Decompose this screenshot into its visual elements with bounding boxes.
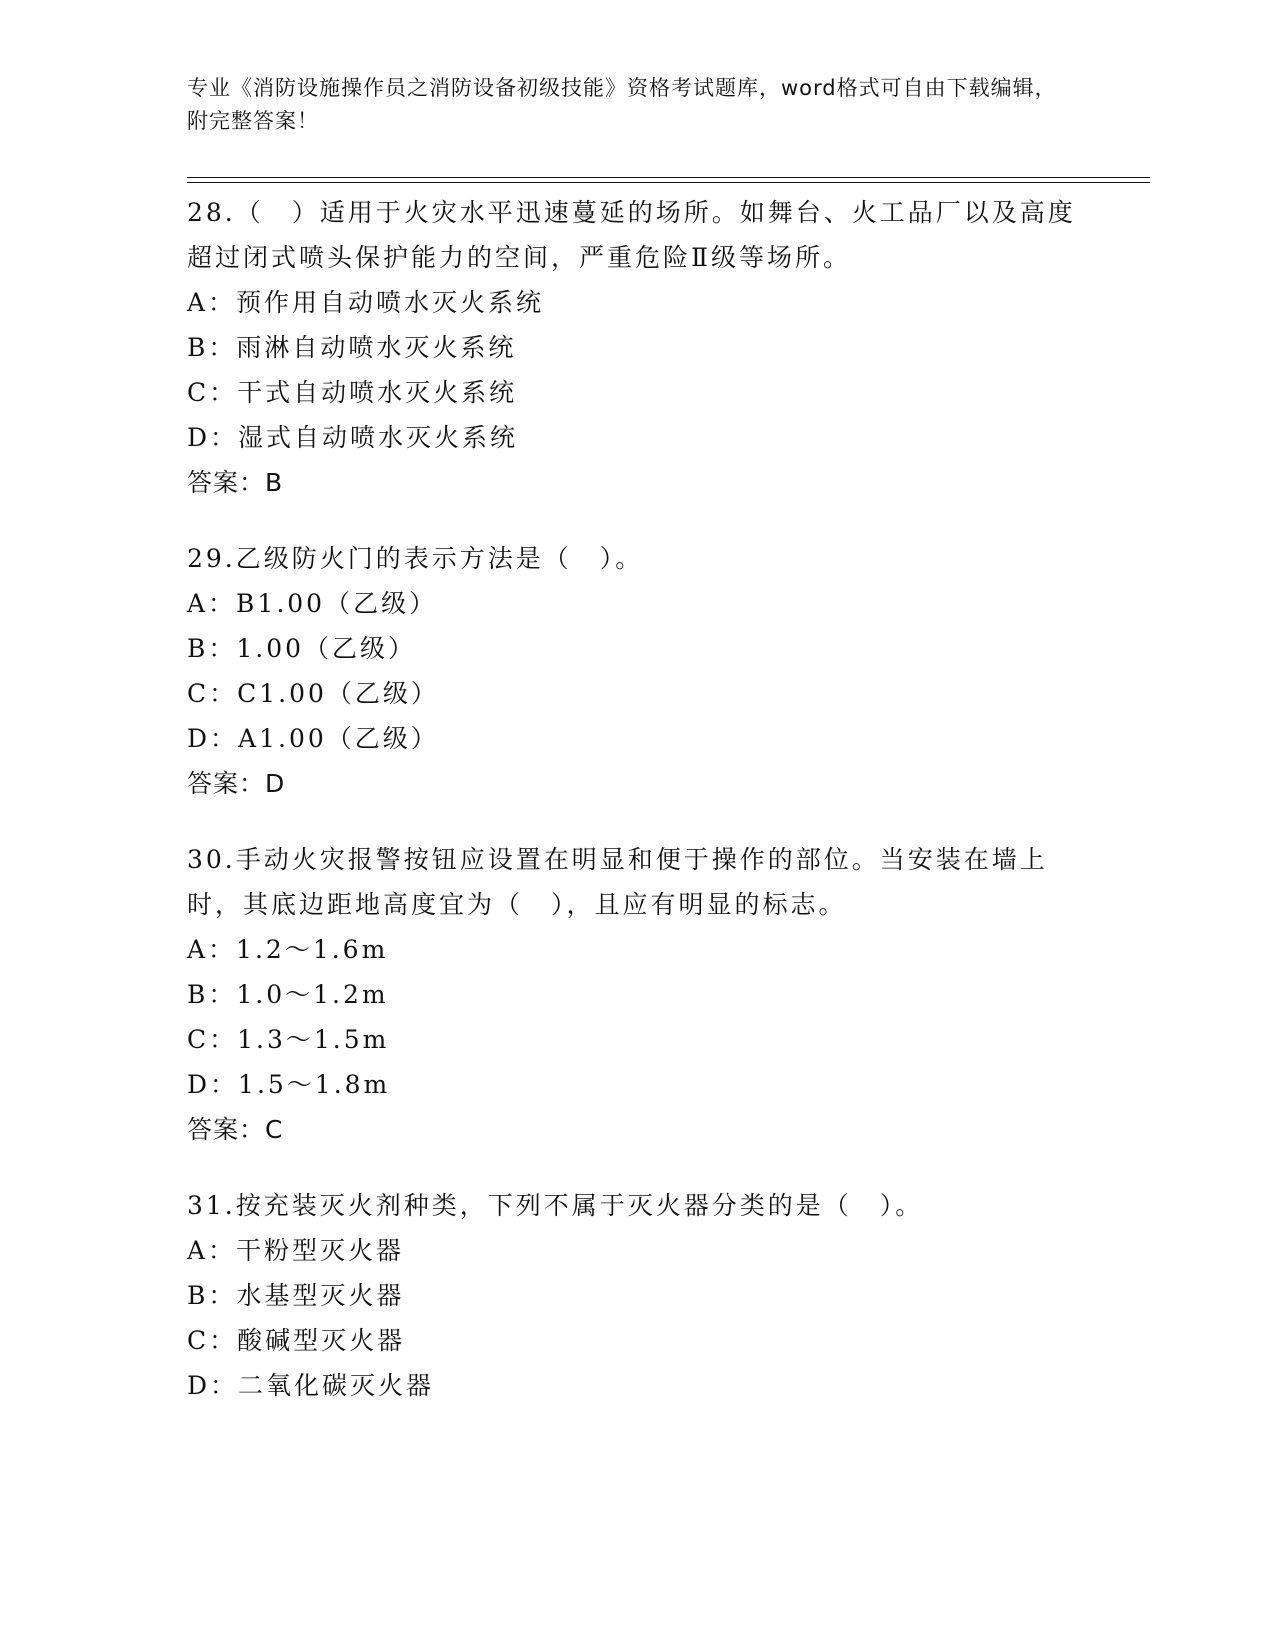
question-stem: 28.（ ）适用于火灾水平迅速蔓延的场所。如舞台、火工品厂以及高度超过闭式喷头保护能力的空间，严重危险Ⅱ级等场所。 <box>187 198 1076 272</box>
question-30 <box>187 837 1087 1152</box>
option-c: C：干式自动喷水灭火系统 <box>187 378 518 407</box>
header-divider-top <box>187 177 1150 178</box>
answer: 答案：C <box>187 1115 284 1144</box>
option-d: D：1.5～1.8m <box>187 1070 391 1099</box>
option-a: A：B1.00（乙级） <box>187 589 438 618</box>
question-29 <box>187 536 1087 806</box>
question-list <box>187 190 1087 1439</box>
answer: 答案：D <box>187 769 286 798</box>
option-d: D：二氧化碳灭火器 <box>187 1371 435 1400</box>
option-d: D：湿式自动喷水灭火系统 <box>187 423 519 452</box>
option-b: B：水基型灭火器 <box>187 1281 405 1310</box>
answer: 答案：B <box>187 468 284 497</box>
question-31 <box>187 1183 1087 1408</box>
option-c: C：1.3～1.5m <box>187 1025 390 1054</box>
option-c: C：C1.00（乙级） <box>187 679 439 708</box>
option-a: A：干粉型灭火器 <box>187 1236 405 1265</box>
option-a: A：预作用自动喷水灭火系统 <box>187 288 545 317</box>
option-b: B：雨淋自动喷水灭火系统 <box>187 333 517 362</box>
header-divider-bottom <box>187 182 1150 183</box>
option-b: B：1.00（乙级） <box>187 634 417 663</box>
question-stem: 30.手动火灾报警按钮应设置在明显和便于操作的部位。当安装在墙上时，其底边距地高度宜为（ ），且应有明显的标志。 <box>187 845 1048 919</box>
option-c: C：酸碱型灭火器 <box>187 1326 406 1355</box>
document-header: 专业《消防设施操作员之消防设备初级技能》资格考试题库，word格式可自由下载编辑，附完整答案！ <box>187 76 1057 133</box>
option-a: A：1.2～1.6m <box>187 935 389 964</box>
question-stem: 29.乙级防火门的表示方法是（ ）。 <box>187 544 644 573</box>
question-stem: 31.按充装灭火剂种类，下列不属于灭火器分类的是（ ）。 <box>187 1191 924 1220</box>
option-b: B：1.0～1.2m <box>187 980 389 1009</box>
option-d: D：A1.00（乙级） <box>187 724 439 753</box>
question-28 <box>187 190 1087 505</box>
